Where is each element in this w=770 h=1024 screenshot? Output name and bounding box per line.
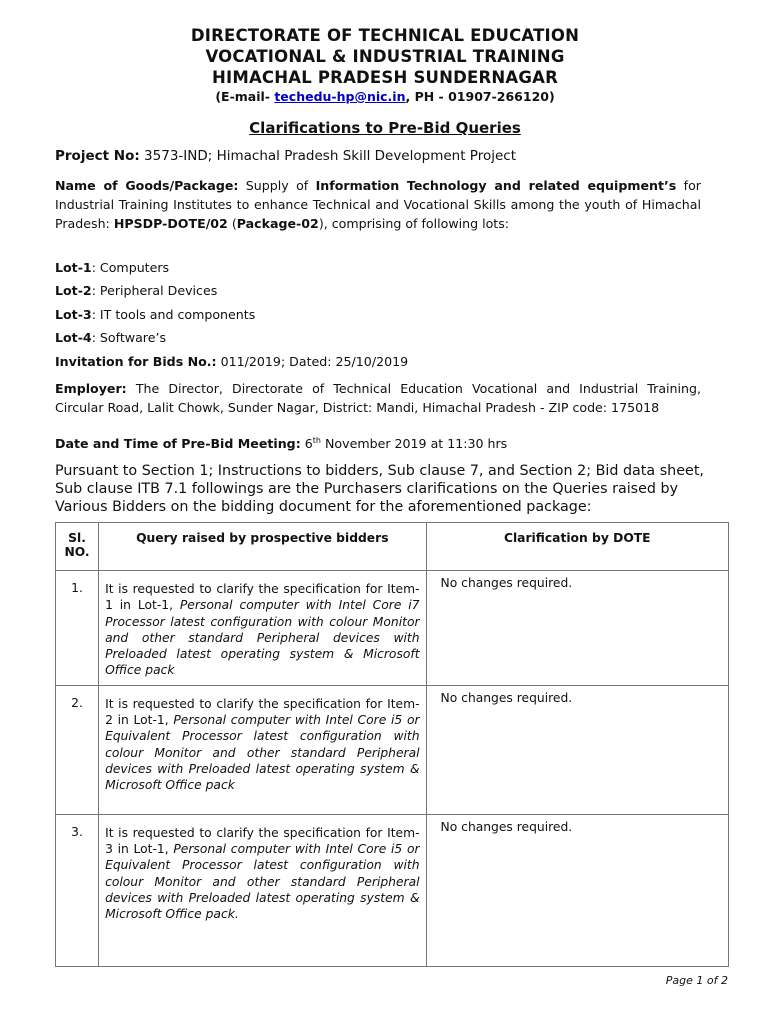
query-italic: Personal computer with Intel Core i5 or Equivalent Processor latest configuration with colour Monitor and other standard Peripheral devices with Preloaded latest operating system & Microsoft Office pack [105, 713, 420, 793]
lot-item [55, 307, 255, 322]
row-sl: 1. [56, 571, 99, 686]
lot-label: Lot-4 [55, 330, 92, 345]
email-link[interactable]: techedu-hp@nic.in [274, 89, 406, 104]
header-sl-no: Sl. NO. [56, 523, 99, 571]
goods-ref: HPSDP-DOTE/02 [113, 216, 228, 231]
employer-paragraph [55, 379, 701, 417]
meeting-rest: November 2019 at 11:30 hrs [325, 436, 508, 452]
table-header-row [56, 523, 729, 571]
lot-label: Lot-3 [55, 307, 92, 322]
lot-item [55, 283, 217, 298]
project-line [55, 148, 516, 164]
project-value: 3573-IND; Himachal Pradesh Skill Development Project [144, 148, 516, 164]
invitation-label: Invitation for Bids No.: [55, 354, 217, 369]
pursuant-paragraph: Pursuant to Section 1; Instructions to bidders, Sub clause 7, and Section 2; Bid data sheet, Sub clause ITB 7.1 followings are the Purchasers clarifications on the Queries raised by Various Bidders on the bidding document for the aforementioned package: [55, 463, 704, 515]
project-label: Project No: [55, 148, 140, 164]
page-title: Clarifications to Pre-Bid Queries [249, 119, 521, 137]
meeting-label: Date and Time of Pre-Bid Meeting: [55, 436, 301, 452]
header-clarification: Clarification by DOTE [426, 523, 728, 571]
goods-text-2: for Industrial Training Institutes to enhance Technical and Vocational Skills among the youth of Himachal Pradesh: [55, 178, 701, 231]
goods-paragraph [55, 176, 701, 233]
row-sl: 3. [56, 814, 99, 966]
row-sl: 2. [56, 685, 99, 814]
invitation-value: 011/2019; Dated: 25/10/2019 [220, 354, 409, 369]
row-clarification: No changes required. [426, 571, 728, 686]
lot-item [55, 260, 169, 275]
employer-label: Employer: [55, 381, 127, 396]
meeting-day-suffix: th [312, 436, 321, 445]
lot-item [55, 330, 166, 345]
phone-text: , PH - 01907-266120) [405, 89, 555, 104]
lot-value: : Computers [91, 260, 170, 275]
goods-package: Package-02 [236, 216, 319, 231]
goods-label: Name of Goods/Package: [55, 178, 239, 193]
lot-label: Lot-2 [55, 283, 92, 298]
query-plain: It is requested to clarify the specification for Item-1 in Lot-1, [105, 582, 420, 613]
email-prefix: (E-mail- [215, 89, 275, 104]
page-number: Page 1 of 2 [665, 974, 728, 987]
meeting-line [55, 436, 507, 451]
goods-paren: ( [231, 216, 237, 231]
row-query [99, 814, 426, 966]
row-query [99, 685, 426, 814]
query-plain: It is requested to clarify the specification for Item-3 in Lot-1, [105, 825, 420, 857]
query-plain: It is requested to clarify the specification for Item-2 in Lot-1, [105, 696, 420, 728]
table-row [56, 571, 729, 686]
goods-text-3: ), comprising of following lots: [318, 216, 510, 231]
row-clarification: No changes required. [426, 814, 728, 966]
table-row [56, 685, 729, 814]
header-line-1: DIRECTORATE OF TECHNICAL EDUCATION [190, 26, 580, 45]
query-italic: Personal computer with Intel Core i7 Processor latest configuration with colour Monitor and other standard Peripheral devices with Preloaded latest operating system & Microsoft Office pack [105, 598, 420, 678]
header-query: Query raised by prospective bidders [99, 523, 426, 571]
queries-table [55, 522, 729, 967]
lot-value: : Software’s [91, 330, 167, 345]
header-line-3: HIMACHAL PRADESH SUNDERNAGAR [211, 68, 559, 87]
header-line-2: VOCATIONAL & INDUSTRIAL TRAINING [205, 47, 565, 66]
meeting-day: 6 [304, 436, 313, 452]
row-clarification: No changes required. [426, 685, 728, 814]
header-contact [0, 89, 770, 104]
lot-value: : IT tools and components [91, 307, 256, 322]
invitation-line [55, 354, 408, 369]
table-row [56, 814, 729, 966]
goods-bold-1: Information Technology and related equipment’s [315, 178, 677, 193]
employer-value: The Director, Directorate of Technical Education Vocational and Industrial Training, Circular Road, Lalit Chowk, Sunder Nagar, District: Mandi, Himachal Pradesh - ZIP code: 175018 [55, 381, 701, 415]
lot-value: : Peripheral Devices [91, 283, 218, 298]
query-italic: Personal computer with Intel Core i5 or Equivalent Processor latest configuration with colour Monitor and other standard Peripheral devices with Preloaded latest operating system & Microsoft Office pack. [105, 842, 420, 922]
row-query [99, 571, 426, 686]
lot-label: Lot-1 [55, 260, 92, 275]
goods-text-1: Supply of [245, 178, 309, 193]
